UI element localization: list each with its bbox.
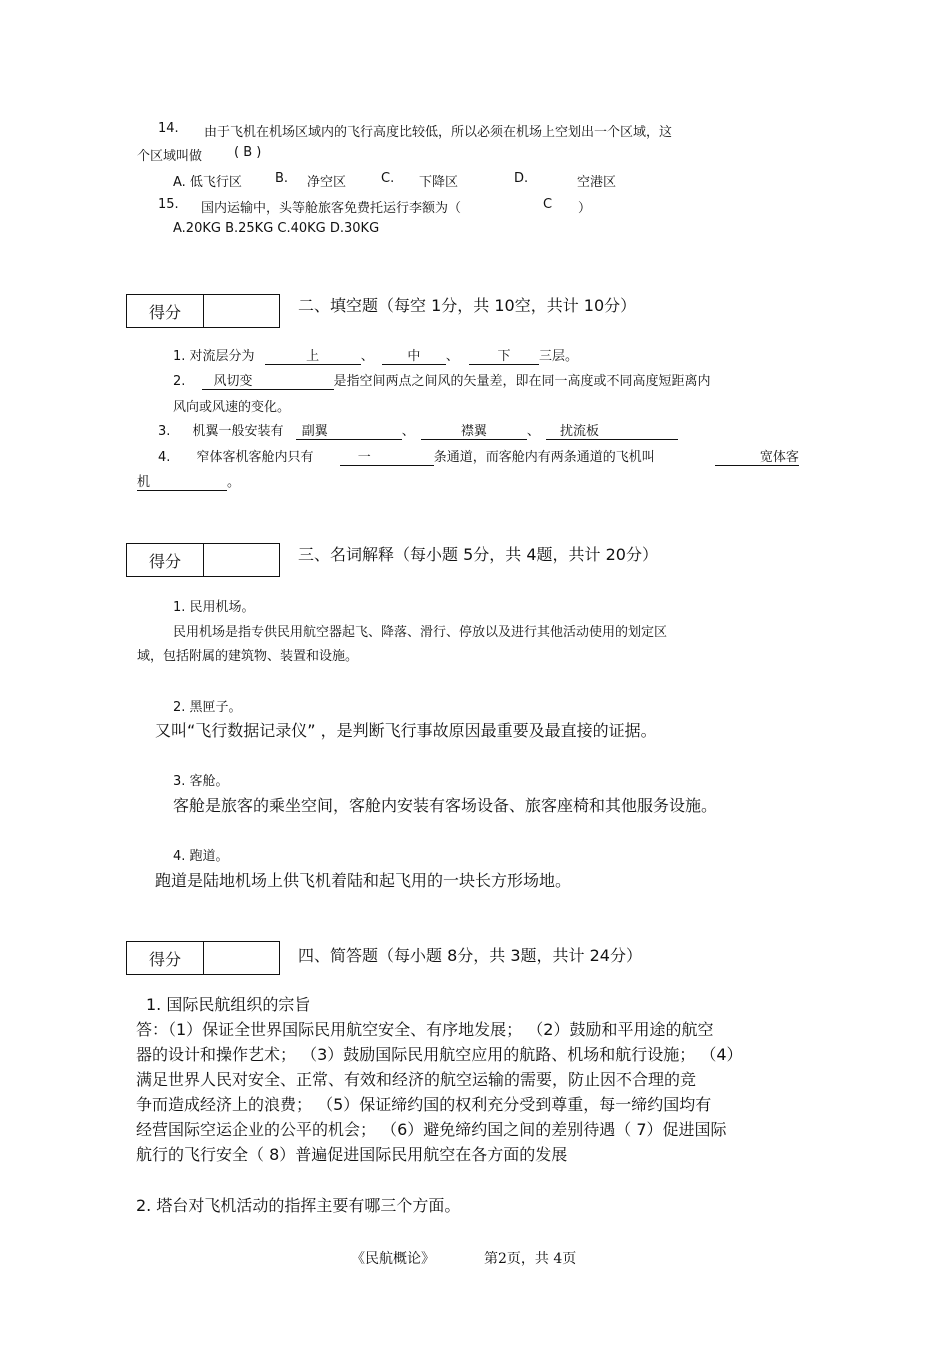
score-box-section2 (126, 294, 280, 328)
q15-number: 15. (158, 197, 179, 212)
term-q1-line2: 域，包括附属的建筑物、装置和设施。 (137, 649, 359, 664)
fill-q4-line2 (137, 471, 240, 491)
fill-q1-suffix: 三层。 (539, 349, 579, 364)
fill-q4-end: 。 (227, 475, 241, 490)
score-label: 得分 (127, 942, 204, 974)
q15-close-paren: ） (578, 201, 592, 216)
fill-q3-blank2: 襟翼 (421, 425, 527, 440)
footer-page-number: 第2页，共 4页 (484, 1251, 577, 1267)
score-box-section4 (126, 941, 280, 975)
q15-answer: C (543, 197, 553, 212)
q14-option-c: C. (381, 171, 395, 186)
q14-text-line1: 由于飞机在机场区域内的飞行高度比较低，所以必须在机场上空划出一个区域，这 (204, 125, 673, 140)
score-label: 得分 (127, 544, 204, 576)
fill-q1-sep1: 、 (360, 349, 374, 364)
q14-option-c-text: 下降区 (419, 175, 459, 190)
q14-option-b-text: 净空区 (307, 175, 347, 190)
fill-q4-number: 4. (158, 450, 171, 465)
fill-q4 (158, 446, 799, 466)
short-q1-line2: 器的设计和操作艺术； （3）鼓励国际民用航空应用的航路、机场和航行设施； （4） (136, 1045, 743, 1064)
footer-book-title: 《民航概论》 (351, 1251, 435, 1267)
fill-q1-blank1: 上 (265, 350, 361, 365)
short-q1-line1: 答：（1）保证全世界国际民用航空安全、有序地发展； （2）鼓励和平用途的航空 (136, 1020, 714, 1039)
fill-q3-sep1: 、 (401, 424, 415, 439)
fill-q2-blank1: 风切变 (202, 375, 334, 390)
section4-title: 四、简答题（每小题 8分，共 3题，共计 24分） (298, 946, 642, 965)
term-q4-answer: 跑道是陆地机场上供飞机着陆和起飞用的一块长方形场地。 (155, 871, 572, 890)
section2-title: 二、填空题（每空 1分，共 10空，共计 10分） (298, 296, 637, 315)
term-q3-title: 3. 客舱。 (173, 774, 229, 789)
term-q2-title: 2. 黑匣子。 (173, 700, 242, 715)
score-value-cell (204, 544, 279, 576)
score-value-cell (204, 942, 279, 974)
short-q1-title: 1. 国际民航组织的宗旨 (146, 995, 311, 1014)
fill-q3-sep2: 、 (526, 424, 540, 439)
q14-number: 14. (158, 121, 179, 136)
q14-option-d: D. (514, 171, 529, 186)
fill-q2-text: 是指空间两点之间风的矢量差，即在同一高度或不同高度短距离内 (333, 374, 711, 389)
q15-options: A.20KG B.25KG C.40KG D.30KG (173, 221, 380, 236)
q14-option-d-text: 空港区 (577, 175, 617, 190)
section3-title: 三、名词解释（每小题 5分，共 4题，共计 20分） (298, 545, 658, 564)
q14-option-a: A. 低飞行区 (173, 175, 242, 190)
term-q1-title: 1. 民用机场。 (173, 600, 255, 615)
q14-answer: ( B ) (234, 145, 262, 160)
fill-q1-blank3: 下 (469, 350, 539, 365)
fill-q1-sep2: 、 (445, 349, 459, 364)
fill-q4-blank2-part1: 宽体客 (715, 451, 799, 466)
fill-q3-text: 机翼一般安装有 (192, 424, 284, 439)
fill-q4-blank2-part2: 机 (137, 476, 227, 491)
term-q2-answer: 又叫“飞行数据记录仪” ，是判断飞行事故原因最重要及最直接的证据。 (155, 721, 657, 740)
fill-q3-blank1: 副翼 (296, 425, 402, 440)
short-q1-line6: 航行的飞行安全（ 8）普遍促进国际民用航空在各方面的发展 (136, 1145, 568, 1164)
q14-text-line2: 个区域叫做 (137, 149, 203, 164)
score-value-cell (204, 295, 279, 327)
fill-q3-number: 3. (158, 424, 171, 439)
fill-q2 (173, 370, 711, 390)
fill-q3-blank3: 扰流板 (546, 425, 678, 440)
term-q1-line1: 民用机场是指专供民用航空器起飞、降落、滑行、停放以及进行其他活动使用的划定区 (173, 625, 668, 640)
fill-q4-blank1: 一 (340, 451, 434, 466)
fill-q4-text: 窄体客机客舱内只有 (196, 450, 314, 465)
short-q1-line5: 经营国际空运企业的公平的机会； （6）避免缔约国之间的差别待遇（ 7）促进国际 (136, 1120, 727, 1139)
fill-q1 (173, 345, 578, 365)
short-q1-line3: 满足世界人民对安全、正常、有效和经济的航空运输的需要，防止因不合理的竞 (136, 1070, 697, 1089)
term-q4-title: 4. 跑道。 (173, 849, 229, 864)
score-label: 得分 (127, 295, 204, 327)
short-q2-title: 2. 塔台对飞机活动的指挥主要有哪三个方面。 (136, 1196, 461, 1215)
fill-q2-line2: 风向或风速的变化。 (173, 400, 291, 415)
q15-text: 国内运输中，头等舱旅客免费托运行李额为（ (201, 201, 462, 216)
fill-q2-number: 2. (173, 374, 186, 389)
fill-q1-blank2: 中 (382, 350, 446, 365)
fill-q4-text2: 条通道，而客舱内有两条通道的飞机叫 (433, 450, 655, 465)
fill-q1-prefix: 1. 对流层分为 (173, 349, 255, 364)
fill-q3 (158, 420, 678, 440)
score-box-section3 (126, 543, 280, 577)
short-q1-line4: 争而造成经济上的浪费； （5）保证缔约国的权利充分受到尊重，每一缔约国均有 (136, 1095, 712, 1114)
q14-option-b: B. (275, 171, 289, 186)
term-q3-answer: 客舱是旅客的乘坐空间，客舱内安装有客场设备、旅客座椅和其他服务设施。 (173, 796, 718, 815)
